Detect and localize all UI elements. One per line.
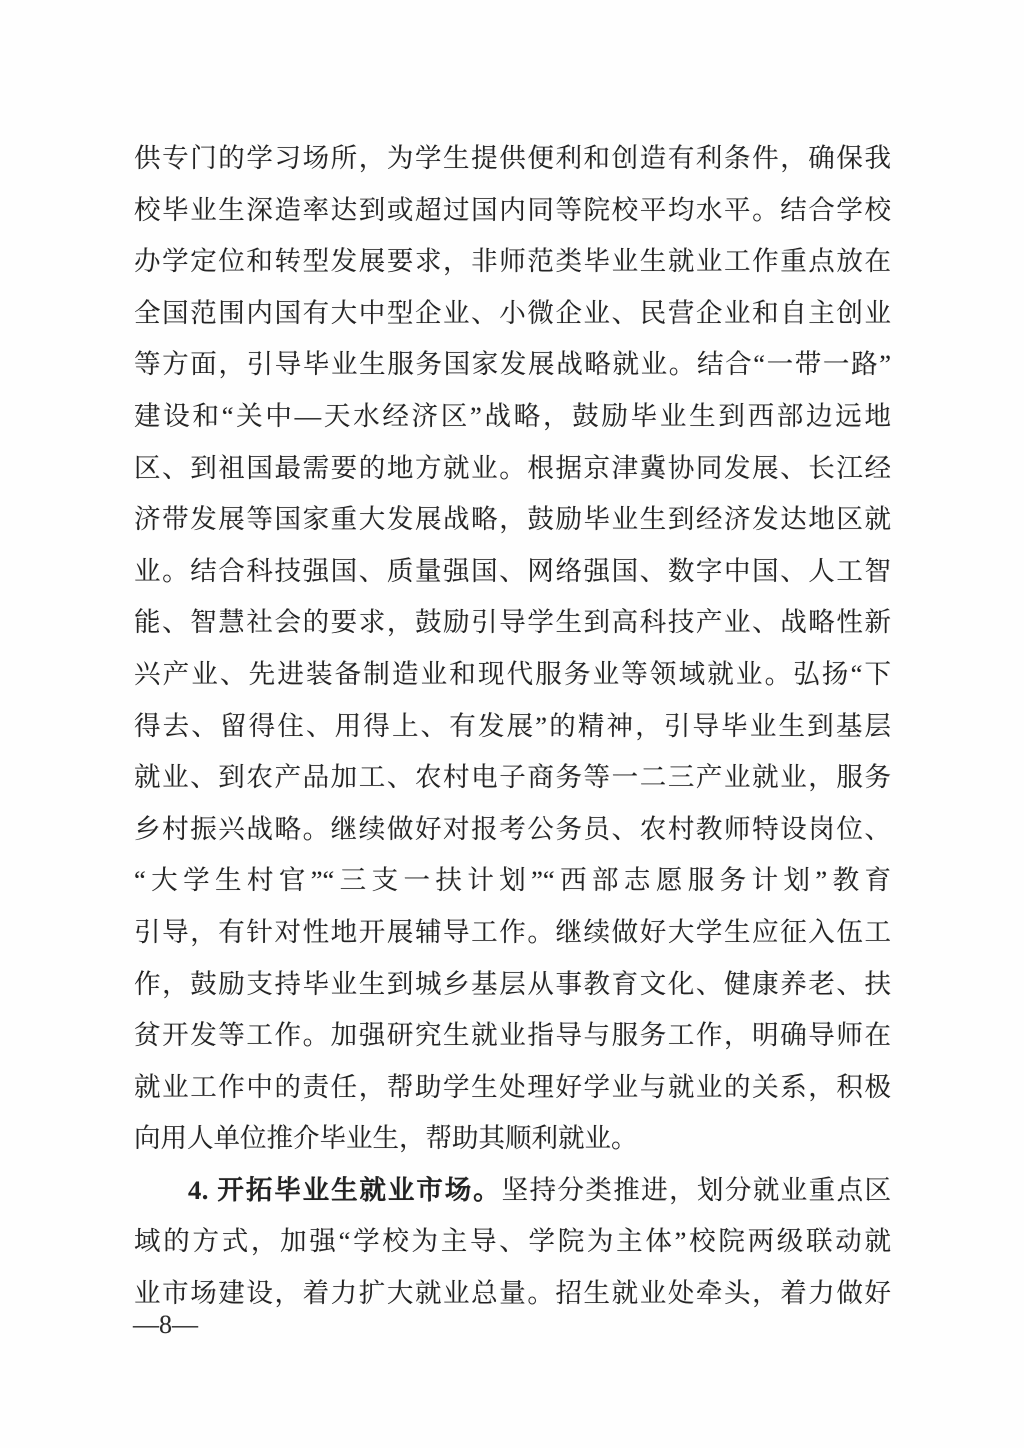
text-line: 能、智慧社会的要求，鼓励引导学生到高科技产业、战略性新: [134, 607, 891, 638]
text-line: 建设和“关中—天水经济区”战略，鼓励毕业生到西部边远地: [134, 400, 891, 431]
text-line: 区、到祖国最需要的地方就业。根据京津冀协同发展、长江经: [134, 452, 891, 483]
text-line: 就业、到农产品加工、农村电子商务等一二三产业就业，服务: [134, 762, 891, 793]
document-body: [134, 133, 891, 1320]
text-line: 作，鼓励支持毕业生到城乡基层从事教育文化、健康养老、扶: [134, 968, 891, 999]
text-line: 就业工作中的责任，帮助学生处理好学业与就业的关系，积极: [134, 1071, 891, 1102]
text-line: 供专门的学习场所，为学生提供便利和创造有利条件，确保我: [134, 143, 891, 173]
text-line: 业。结合科技强国、质量强国、网络强国、数字中国、人工智: [134, 555, 891, 586]
text-line: 办学定位和转型发展要求，非师范类毕业生就业工作重点放在: [134, 246, 891, 277]
paragraph-lead-bold: 4. 开拓毕业生就业市场。: [188, 1174, 502, 1205]
page-number: —8—: [133, 1310, 198, 1339]
text-line: 引导，有针对性地开展辅导工作。继续做好大学生应征入伍工: [134, 916, 891, 947]
text-line: 向用人单位推介毕业生，帮助其顺利就业。: [134, 1123, 638, 1154]
text-line: 4. 开拓毕业生就业市场。坚持分类推进，划分就业重点区: [188, 1174, 892, 1205]
text-line: 域的方式，加强“学校为主导、学院为主体”校院两级联动就: [134, 1226, 891, 1257]
text-line: 得去、留得住、用得上、有发展”的精神，引导毕业生到基层: [134, 710, 891, 741]
text-line: 业市场建设，着力扩大就业总量。招生就业处牵头，着力做好: [134, 1278, 891, 1309]
text-line: 济带发展等国家重大发展战略，鼓励毕业生到经济发达地区就: [134, 504, 891, 535]
text-line: 乡村振兴战略。继续做好对报考公务员、农村教师特设岗位、: [134, 813, 891, 844]
text-line: 兴产业、先进装备制造业和现代服务业等领域就业。弘扬“下: [134, 658, 891, 689]
text-line: 贫开发等工作。加强研究生就业指导与服务工作，明确导师在: [134, 1020, 891, 1051]
text-line: “大学生村官”“三支一扶计划”“西部志愿服务计划”教育: [134, 865, 891, 896]
text-line: 等方面，引导毕业生服务国家发展战略就业。结合“一带一路”: [134, 349, 891, 380]
text-line: 全国范围内国有大中型企业、小微企业、民营企业和自主创业: [134, 297, 891, 328]
text-line: 校毕业生深造率达到或超过国内同等院校平均水平。结合学校: [134, 194, 891, 225]
